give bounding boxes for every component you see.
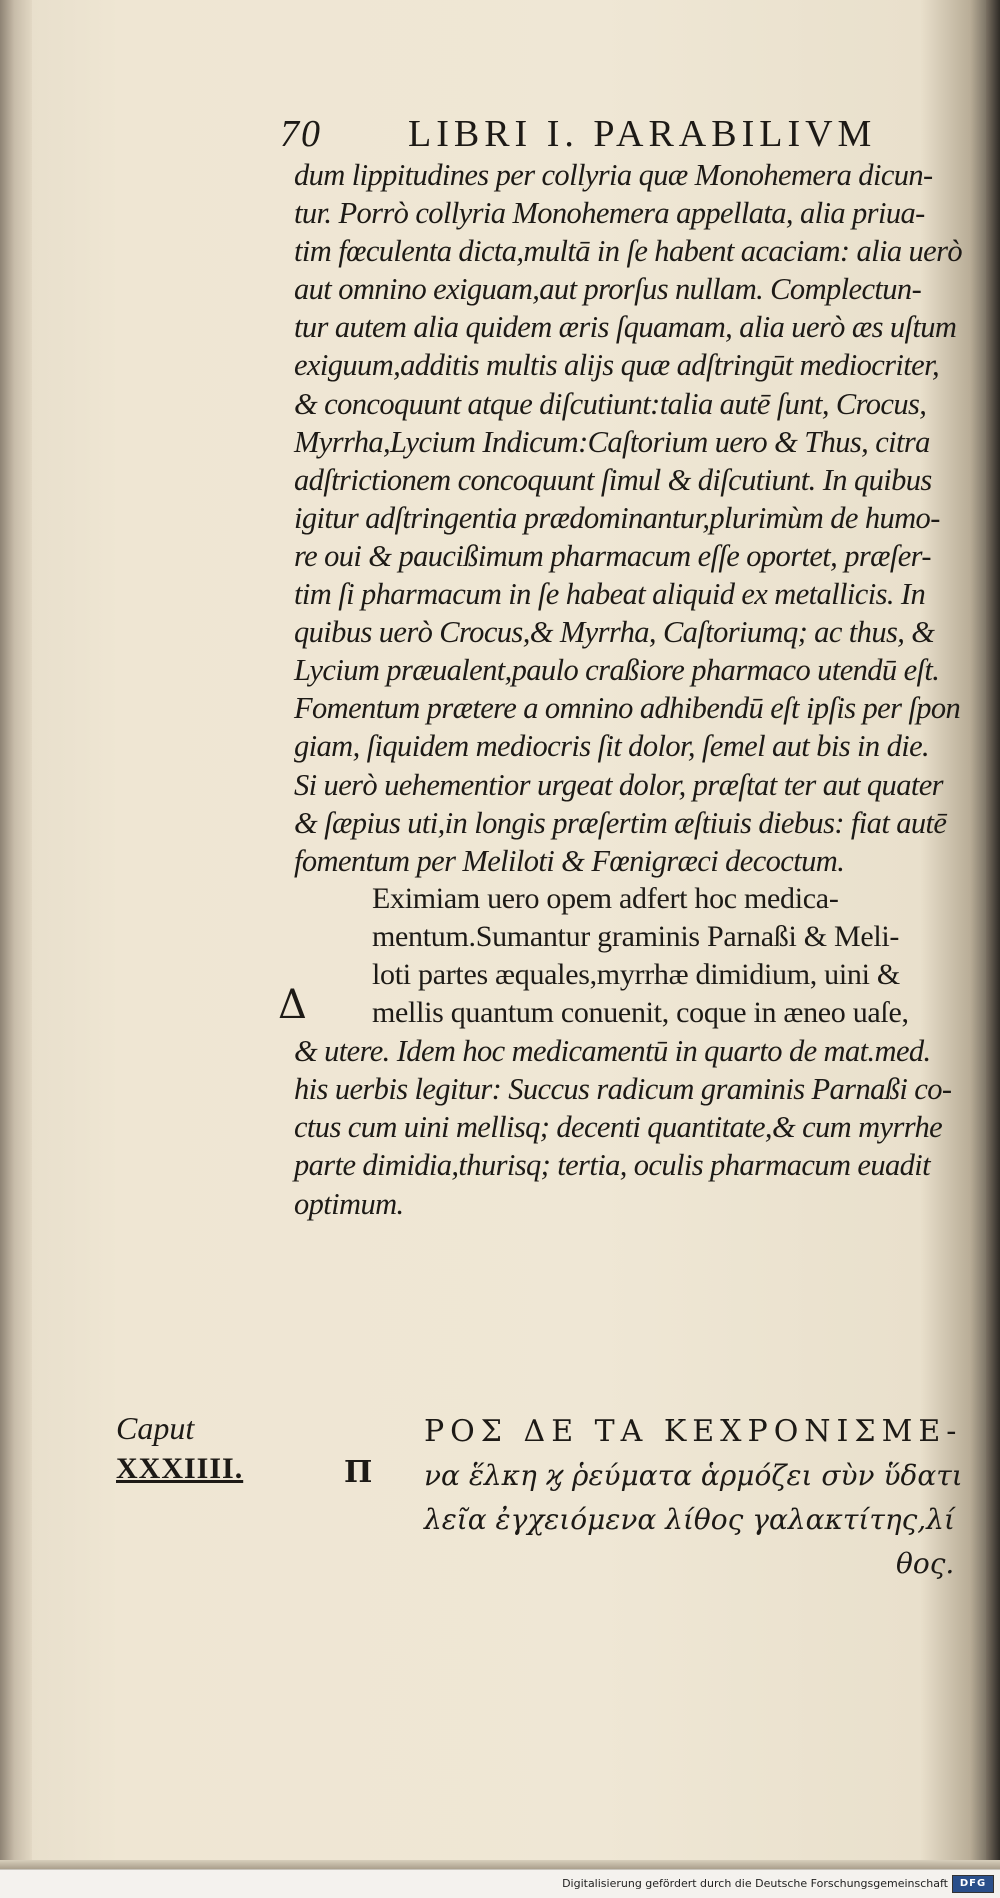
text-line: & ſæpius uti,in longis præſertim æſtiuis diebus: fiat autē: [294, 805, 947, 840]
text-line: aut omnino exiguam,aut prorſus nullam. Complectun-: [294, 272, 922, 307]
greek-line: ΡΟΣ ΔΕ ΤΑ ΚΕΧΡΟΝΙΣΜΕ-: [424, 1414, 963, 1449]
text-line: parte dimidia,thurisq; tertia, oculis pharmacum euadit: [294, 1148, 931, 1183]
text-line: dum lippitudines per collyria quæ Monohemera dicun-: [294, 158, 933, 192]
text-line: igitur adſtringentia prædominantur,plurimùm de humo-: [294, 500, 940, 535]
text-line: his uerbis legitur: Succus radicum graminis Parnaßi co-: [294, 1072, 952, 1107]
text-line: & concoquunt atque diſcutiunt:talia autē ſunt, Crocus,: [294, 386, 927, 421]
text-line: Fomentum prætere a omnino adhibendū eſt ipſis per ſpon: [294, 691, 961, 726]
text-line: optimum.: [294, 1186, 404, 1221]
text-line: Si uerò uehementior urgeat dolor, præſtat ter aut quater: [294, 767, 943, 802]
text-line: mellis quantum conuenit, coque in æneo uaſe,: [372, 996, 909, 1030]
greek-initial: Π: [344, 1455, 373, 1490]
running-title: LIBRI I. PARABILIVM: [408, 113, 877, 155]
page-edge-left: [0, 0, 32, 1870]
text-line: adſtrictionem concoquunt ſimul & diſcutiunt. In quibus: [294, 462, 932, 497]
text-line: loti partes æquales,myrrhæ dimidium, uini &: [372, 957, 900, 991]
text-line: giam, ſiquidem mediocris ſit dolor, ſemel aut bis in die.: [294, 729, 930, 764]
paragraph-mark: Δ: [278, 982, 307, 1028]
page-header: [280, 112, 960, 156]
text-line: Lycium præualent,paulo craßiore pharmaco utendū eſt.: [294, 653, 940, 688]
text-line: tim ſi pharmacum in ſe habeat aliquid ex metallicis. In: [294, 577, 926, 612]
text-line: quibus uerò Crocus,& Myrrha, Caſtoriumq; ac thus, &: [294, 615, 935, 650]
text-line: Myrrha,Lycium Indicum:Caſtorium uero & Thus, citra: [294, 424, 930, 459]
text-line: fomentum per Meliloti & Fœnigræci decoctum.: [294, 843, 845, 878]
text-line: re oui & paucißimum pharmacum eſſe oportet, præſer-: [294, 538, 931, 573]
greek-text: [424, 1410, 994, 1586]
book-gutter-shadow: [986, 0, 1000, 1870]
dfg-logo[interactable]: DFG: [952, 1875, 994, 1893]
page-number: 70: [280, 113, 322, 155]
greek-line: να ἕλκη ϗ ῥεύματα ἁρμόζει σὺν ὕδατι: [424, 1459, 963, 1492]
text-line: Eximiam uero opem adfert hoc medica-: [372, 881, 839, 915]
text-line: ctus cum uini mellisq; decenti quantitate,& cum myrrhe: [294, 1110, 943, 1145]
footer-bar: [0, 1869, 1000, 1898]
chapter-number: XXXIIII.: [116, 1452, 244, 1485]
text-line: tur autem alia quidem æris ſquamam, alia uerò æs uſtum: [294, 310, 957, 345]
text-line: tur. Porrò collyria Monohemera appellata, alia priua-: [294, 196, 925, 231]
greek-line: λεῖα ἐγχειόμενα λίθος γαλακτίτης,λί: [424, 1503, 955, 1536]
funding-credit: Digitalisierung gefördert durch die Deutsche Forschungsgemeinschaft: [562, 1877, 948, 1890]
text-line: tim fœculenta dicta,multā in ſe habent acaciam: alia uerò: [294, 234, 963, 269]
greek-line: θος.: [896, 1547, 955, 1580]
main-text: [294, 156, 986, 1223]
text-line: & utere. Idem hoc medicamentū in quarto de mat.med.: [294, 1034, 931, 1069]
chapter-label: Caput: [116, 1410, 195, 1446]
text-line: mentum.Sumantur graminis Parnaßi & Meli-: [372, 919, 900, 953]
text-line: exiguum,additis multis alijs quæ adſtringūt mediocriter,: [294, 348, 940, 383]
